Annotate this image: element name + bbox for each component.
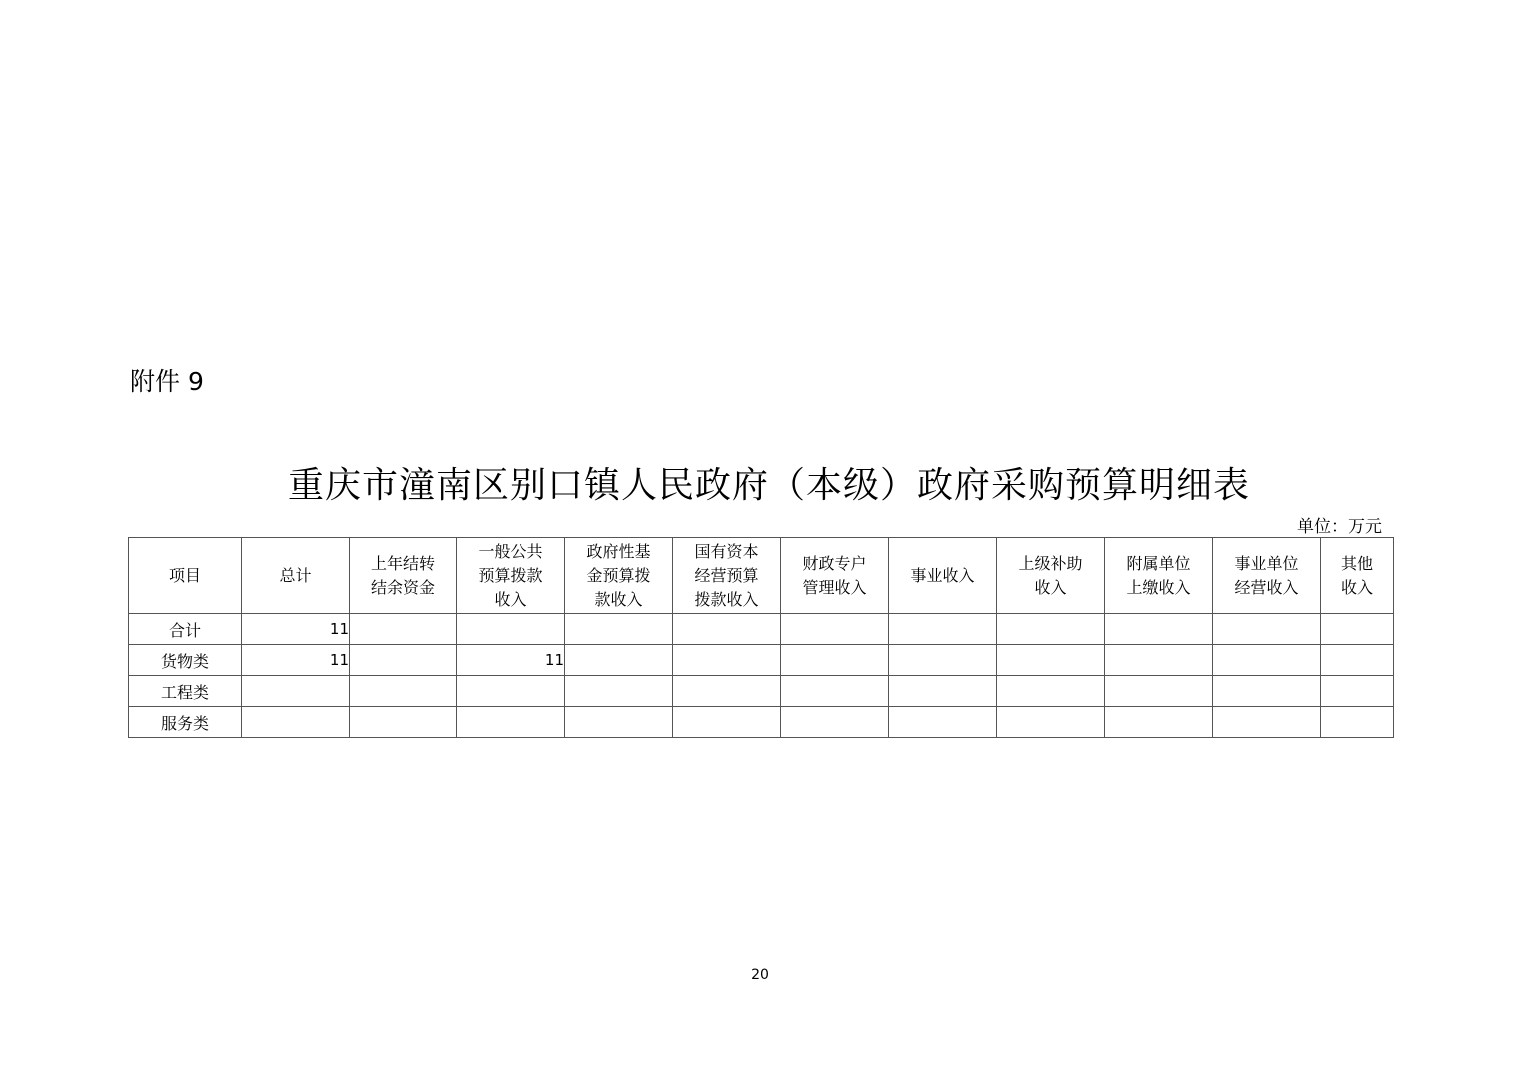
table-cell [997, 645, 1105, 676]
row-label: 货物类 [129, 645, 242, 676]
table-cell [1213, 645, 1321, 676]
table-cell: 11 [457, 645, 565, 676]
table-row [129, 676, 1394, 707]
table-cell [1105, 614, 1213, 645]
table-cell [565, 707, 673, 738]
table-cell [350, 707, 457, 738]
table-cell [889, 645, 997, 676]
table-cell [350, 614, 457, 645]
table-cell [350, 645, 457, 676]
table-cell [457, 614, 565, 645]
table-cell [673, 614, 781, 645]
header-public-institution-operating: 事业单位经营收入 [1213, 538, 1321, 614]
page-number: 20 [751, 967, 769, 983]
table-cell [673, 645, 781, 676]
table-cell [242, 676, 350, 707]
header-general-public-budget: 一般公共预算拨款收入 [457, 538, 565, 614]
table-row [129, 614, 1394, 645]
table-cell [997, 614, 1105, 645]
header-superior-subsidy: 上级补助收入 [997, 538, 1105, 614]
table-cell [997, 707, 1105, 738]
table-cell: 11 [242, 614, 350, 645]
table-cell [781, 676, 889, 707]
table-cell [1321, 676, 1394, 707]
page-title: 重庆市潼南区别口镇人民政府（本级）政府采购预算明细表 [287, 465, 1250, 506]
table-cell [1213, 707, 1321, 738]
header-affiliated-unit-remittance: 附属单位上缴收入 [1105, 538, 1213, 614]
table-row [129, 707, 1394, 738]
attachment-label: 附件 9 [130, 367, 204, 396]
table-cell [457, 707, 565, 738]
row-label: 服务类 [129, 707, 242, 738]
table-cell [565, 676, 673, 707]
header-total: 总计 [242, 538, 350, 614]
table-cell [781, 707, 889, 738]
table-cell [1105, 645, 1213, 676]
table-cell: 11 [242, 645, 350, 676]
header-item: 项目 [129, 538, 242, 614]
table-cell [1213, 676, 1321, 707]
header-fiscal-special-account: 财政专户管理收入 [781, 538, 889, 614]
table-cell [350, 676, 457, 707]
table-cell [1321, 707, 1394, 738]
header-business-income: 事业收入 [889, 538, 997, 614]
table-cell [997, 676, 1105, 707]
header-government-fund-budget: 政府性基金预算拨款收入 [565, 538, 673, 614]
table-cell [1105, 676, 1213, 707]
header-prior-year-balance: 上年结转结余资金 [350, 538, 457, 614]
table-cell [565, 645, 673, 676]
budget-table [128, 537, 1394, 738]
table-row [129, 645, 1394, 676]
table-cell [1321, 645, 1394, 676]
table-cell [673, 707, 781, 738]
header-state-capital-budget: 国有资本经营预算拨款收入 [673, 538, 781, 614]
table-cell [1105, 707, 1213, 738]
table-cell [781, 645, 889, 676]
row-label: 工程类 [129, 676, 242, 707]
table-cell [457, 676, 565, 707]
header-other-income: 其他收入 [1321, 538, 1394, 614]
table-header-row [129, 538, 1394, 614]
table-cell [889, 676, 997, 707]
table-cell [673, 676, 781, 707]
table-cell [242, 707, 350, 738]
table-cell [1321, 614, 1394, 645]
table-cell [889, 707, 997, 738]
row-label: 合计 [129, 614, 242, 645]
table-cell [889, 614, 997, 645]
unit-label: 单位：万元 [1297, 517, 1382, 537]
table-cell [565, 614, 673, 645]
table-cell [781, 614, 889, 645]
table-cell [1213, 614, 1321, 645]
